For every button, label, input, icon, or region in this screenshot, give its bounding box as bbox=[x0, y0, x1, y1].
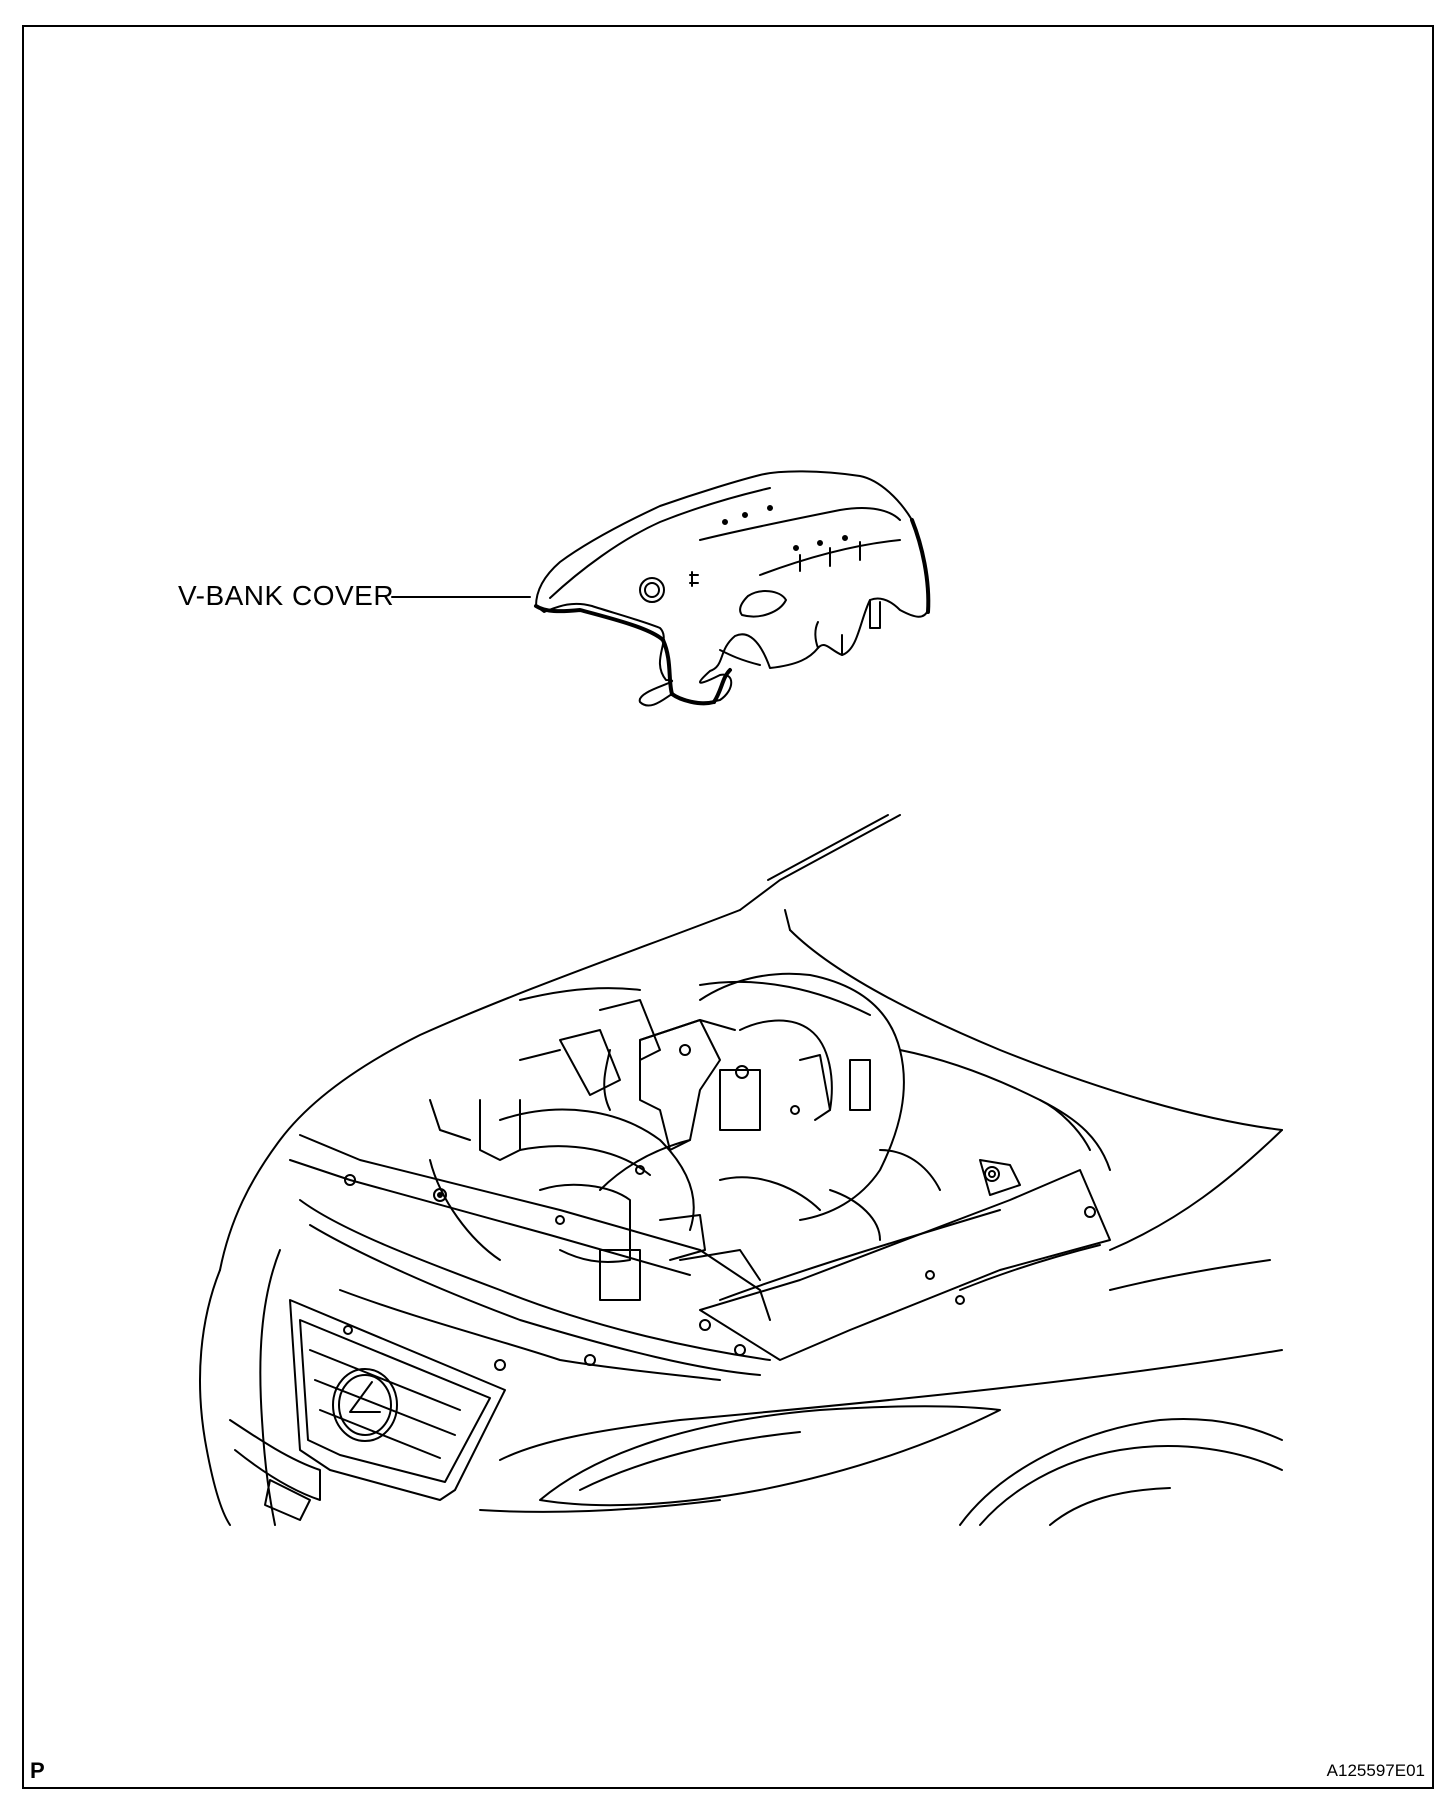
v-bank-cover-label: V-BANK COVER bbox=[178, 580, 395, 611]
v-bank-cover-part bbox=[536, 471, 928, 705]
figure-code: A125597E01 bbox=[1326, 1761, 1425, 1780]
page-marker: P bbox=[30, 1758, 45, 1783]
vehicle-front-illustration bbox=[200, 815, 1282, 1525]
